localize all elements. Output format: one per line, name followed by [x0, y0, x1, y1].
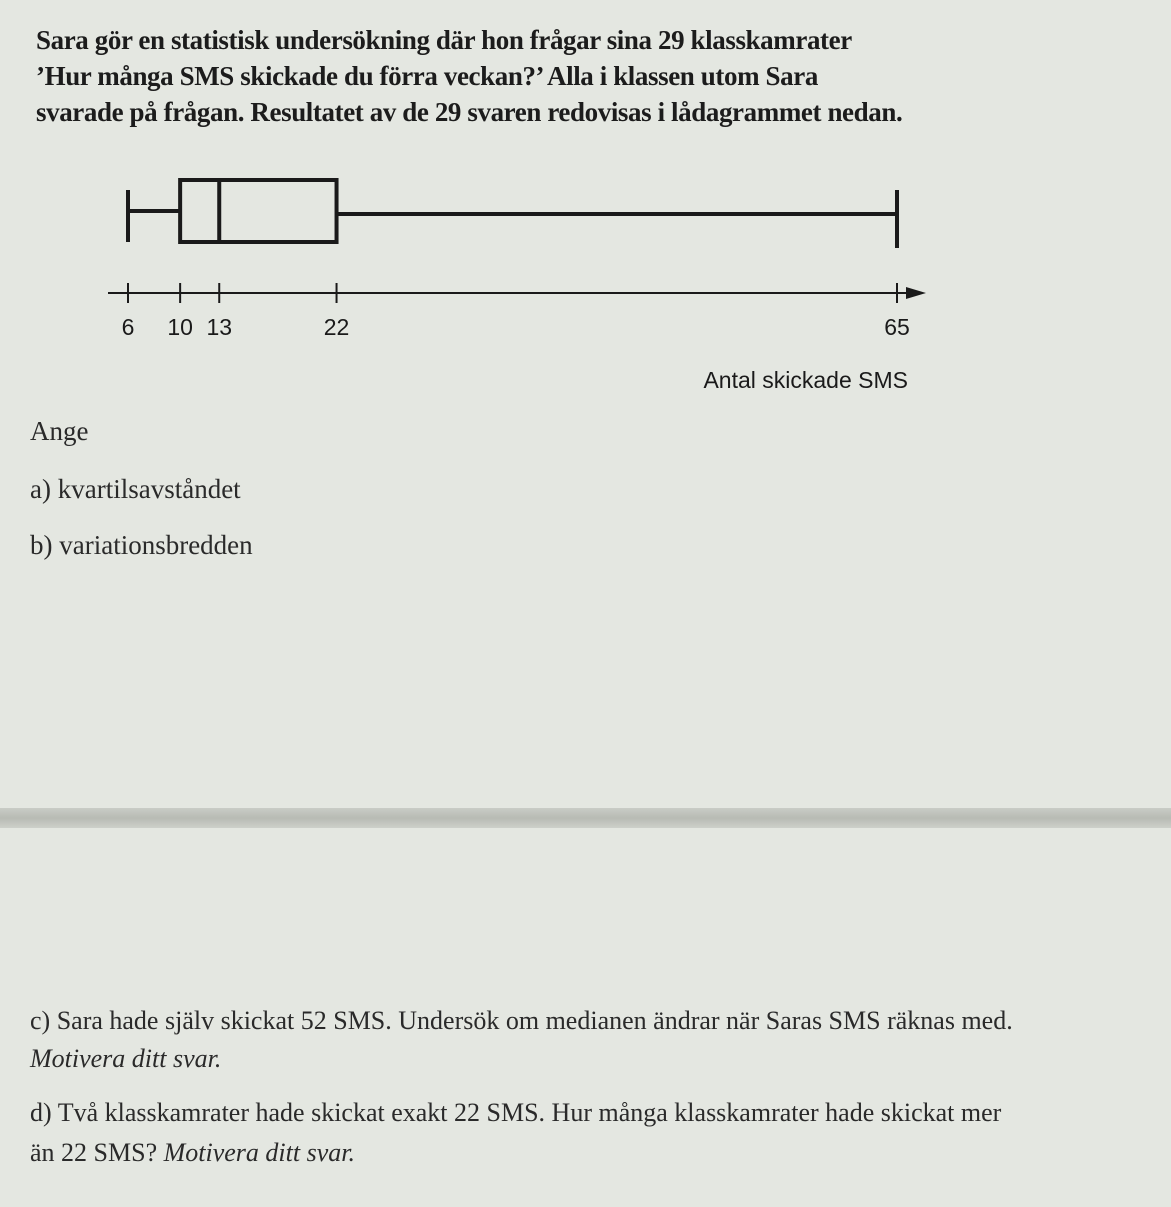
question-d-motivate: Motivera ditt svar.: [163, 1138, 355, 1167]
question-c-motivate: Motivera ditt svar.: [30, 1044, 222, 1073]
axis-label: Antal skickade SMS: [703, 367, 908, 393]
quartile-box: [180, 180, 336, 242]
intro-line-1: Sara gör en statistisk undersökning där hon frågar sina 29 klasskamrater: [36, 25, 852, 55]
problem-intro: [36, 22, 1036, 130]
question-d: d) Två klasskamrater hade skickat exakt 22 SMS. Hur många klasskamrater hade skickat mer: [30, 1098, 1002, 1127]
question-b: b) variationsbredden: [30, 530, 253, 560]
intro-line-3: svarade på frågan. Resultatet av de 29 svaren redovisas i lådagrammet nedan.: [36, 97, 903, 127]
box-plot-chart: [0, 160, 1000, 400]
axis-tick-label: 22: [323, 314, 350, 340]
instruction-ange: Ange: [30, 416, 89, 446]
axis-tick-label: 65: [884, 314, 910, 340]
question-c: c) Sara hade själv skickat 52 SMS. Undersök om medianen ändrar när Saras SMS räknas med.: [30, 1006, 1013, 1035]
axis-tick-label: 10: [167, 314, 193, 340]
question-a: a) kvartilsavståndet: [30, 474, 241, 504]
question-d-text: än 22 SMS?: [30, 1138, 164, 1167]
page-divider: [0, 808, 1171, 828]
intro-line-2: ’Hur många SMS skickade du förra veckan?’ Alla i klassen utom Sara: [36, 61, 818, 91]
axis-arrow-icon: [906, 287, 926, 299]
axis-tick-label: 13: [206, 314, 233, 340]
axis-tick-label: 6: [121, 314, 135, 340]
question-d-line2: [30, 1138, 355, 1168]
axis-tick-labels: [122, 314, 910, 340]
